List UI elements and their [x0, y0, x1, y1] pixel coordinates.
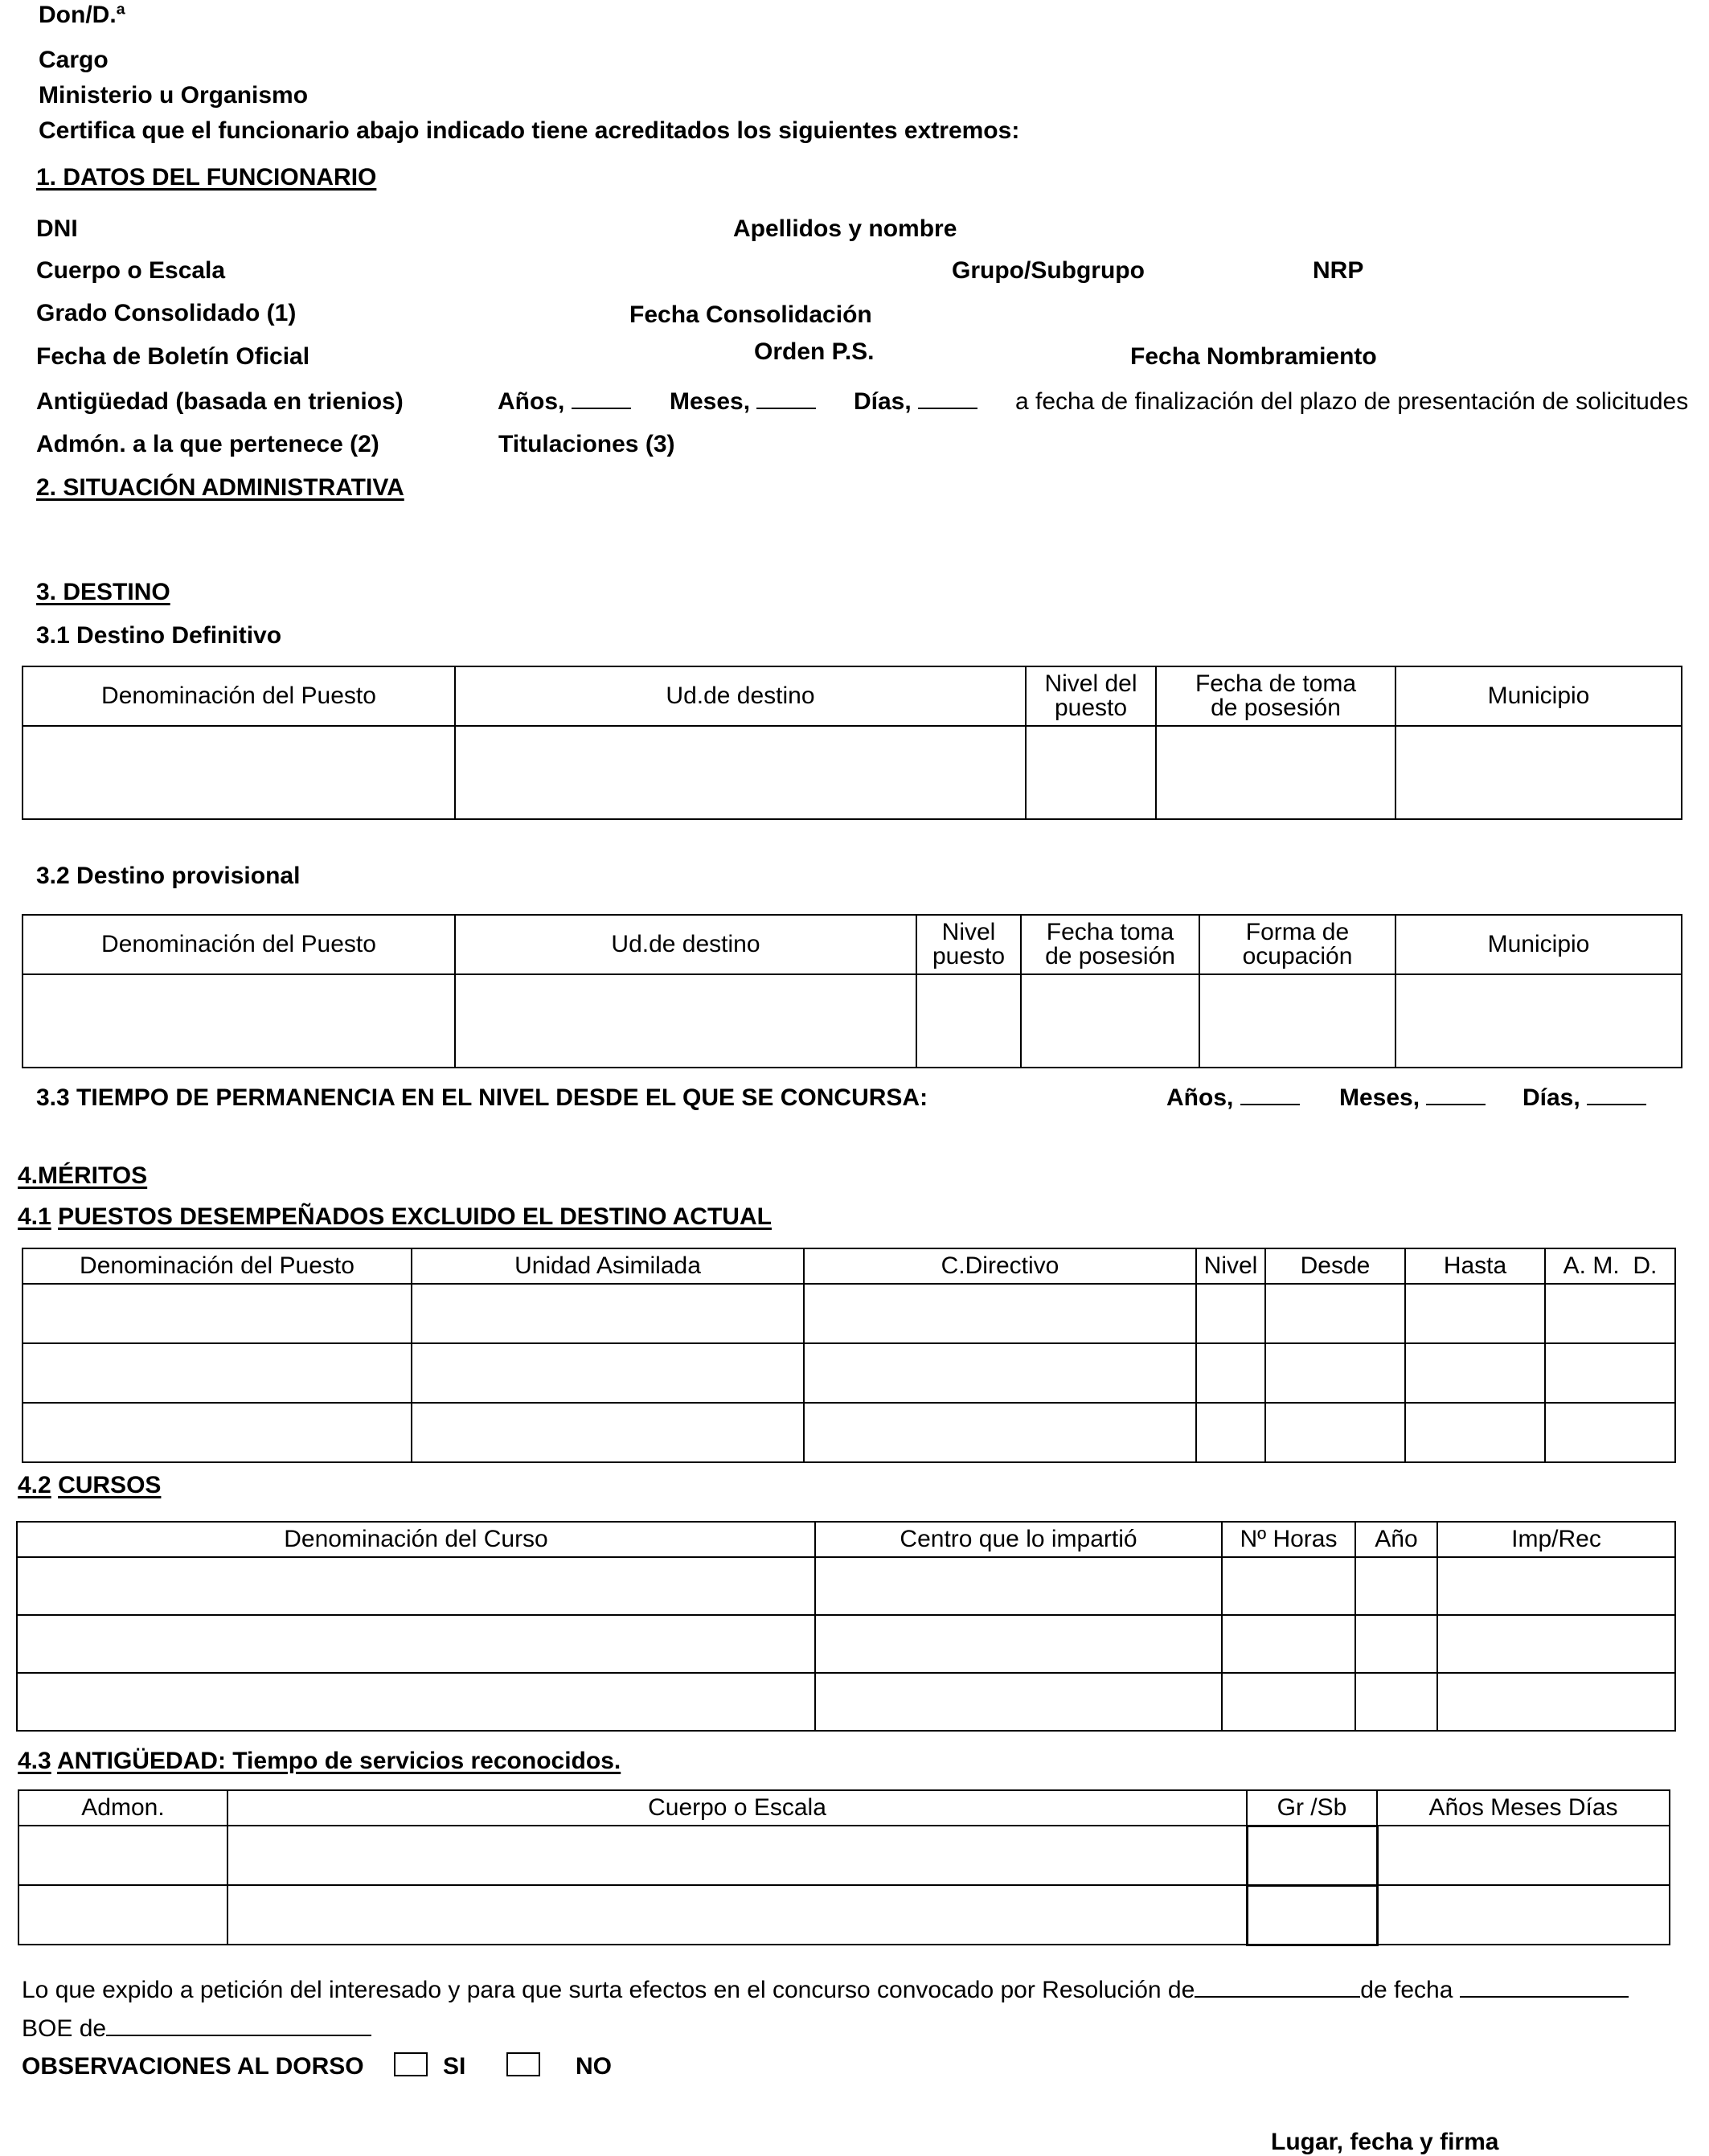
fecha-boletin-label: Fecha de Boletín Oficial [36, 343, 310, 370]
antiguedad-note: a fecha de finalización del plazo de presentación de solicitudes [1015, 388, 1689, 415]
table-cell[interactable] [455, 726, 1026, 819]
table-row [23, 1284, 1675, 1343]
table-cell[interactable] [18, 1826, 227, 1885]
cursos-table [16, 1521, 1676, 1732]
table-header: Admon. [18, 1790, 227, 1826]
destino-definitivo-table [22, 666, 1682, 820]
table-header: Imp/Rec [1437, 1522, 1675, 1557]
boe-text: BOE de [22, 2015, 371, 2041]
table-header: Municipio [1395, 915, 1682, 974]
orden-ps-label: Orden P.S. [754, 338, 875, 365]
table-cell[interactable] [23, 1403, 412, 1462]
lugar-fecha-firma: Lugar, fecha y firma [1271, 2129, 1499, 2155]
table-header: Forma de ocupación [1199, 915, 1395, 974]
table-cell[interactable] [1437, 1557, 1675, 1615]
table-cell[interactable] [1355, 1615, 1437, 1673]
table-cell[interactable] [804, 1284, 1196, 1343]
table-row [23, 1343, 1675, 1403]
table-header: Ud.de destino [455, 666, 1026, 726]
table-header: Nº Horas [1222, 1522, 1355, 1557]
table-header: Nivel puesto [916, 915, 1021, 974]
grupo-label: Grupo/Subgrupo [952, 257, 1145, 284]
table-cell[interactable] [455, 974, 916, 1068]
table-cell[interactable] [1545, 1403, 1675, 1462]
table-cell[interactable] [412, 1343, 804, 1403]
table-cell[interactable] [412, 1284, 804, 1343]
table-header: Denominación del Puesto [23, 1248, 412, 1284]
no-label: NO [576, 2053, 612, 2080]
dni-label: DNI [36, 215, 78, 242]
table-cell[interactable] [23, 726, 455, 819]
table-cell[interactable] [227, 1826, 1247, 1885]
grado-label: Grado Consolidado (1) [36, 300, 297, 326]
definitivo-title: 3.1 Destino Definitivo [36, 622, 282, 649]
table-cell[interactable] [1199, 974, 1395, 1068]
observaciones-label: OBSERVACIONES AL DORSO [22, 2053, 364, 2080]
table-cell[interactable] [17, 1615, 815, 1673]
table-cell[interactable] [412, 1403, 804, 1462]
table-cell[interactable] [1545, 1284, 1675, 1343]
table-cell[interactable] [1395, 726, 1682, 819]
permanencia-label: 3.3 TIEMPO DE PERMANENCIA EN EL NIVEL DESDE EL QUE SE CONCURSA: [36, 1084, 928, 1111]
table-cell[interactable] [916, 974, 1021, 1068]
table-header: Cuerpo o Escala [227, 1790, 1247, 1826]
cuerpo-label: Cuerpo o Escala [36, 257, 226, 284]
table-cell[interactable] [23, 1284, 412, 1343]
table-cell[interactable] [1437, 1673, 1675, 1731]
table-cell[interactable] [17, 1557, 815, 1615]
table-cell[interactable] [1196, 1284, 1265, 1343]
table-row [18, 1826, 1670, 1885]
puestos-title: 4.1 PUESTOS DESEMPEÑADOS EXCLUIDO EL DESTINO ACTUAL [18, 1203, 772, 1230]
section2-title: 2. SITUACIÓN ADMINISTRATIVA [36, 474, 404, 501]
table-header: Ud.de destino [455, 915, 916, 974]
cursos-title: 4.2 CURSOS [18, 1472, 162, 1498]
table-header: Hasta [1405, 1248, 1545, 1284]
table-row [18, 1885, 1670, 1945]
si-label: SI [443, 2053, 466, 2080]
permanencia-dias: Días, [1523, 1084, 1646, 1110]
table-header: Denominación del Puesto [23, 666, 455, 726]
table-cell[interactable] [815, 1673, 1222, 1731]
certifica-text: Certifica que el funcionario abajo indicado tiene acreditados los siguientes extremos: [39, 117, 1020, 144]
antiguedad-anos: Años, [498, 388, 631, 414]
provisional-title: 3.2 Destino provisional [36, 863, 301, 889]
table-row [23, 1403, 1675, 1462]
table-cell[interactable] [17, 1673, 815, 1731]
table-cell[interactable] [1377, 1826, 1670, 1885]
table-cell[interactable] [1247, 1885, 1377, 1945]
permanencia-meses: Meses, [1339, 1084, 1486, 1110]
table-row [17, 1615, 1675, 1673]
table-header: A. M. D. [1545, 1248, 1675, 1284]
table-cell[interactable] [804, 1403, 1196, 1462]
table-cell[interactable] [815, 1615, 1222, 1673]
table-cell[interactable] [1377, 1885, 1670, 1945]
expido-text: Lo que expido a petición del interesado y para que surta efectos en el concurso convocado por Resolución de de fecha [22, 1977, 1629, 2002]
antiguedad-label: Antigüedad (basada en trienios) [36, 388, 404, 415]
si-checkbox[interactable] [394, 2052, 428, 2076]
table-header: Centro que lo impartió [815, 1522, 1222, 1557]
table-header: Denominación del Curso [17, 1522, 815, 1557]
table-cell[interactable] [1437, 1615, 1675, 1673]
table-header: C.Directivo [804, 1248, 1196, 1284]
table-cell[interactable] [1026, 726, 1156, 819]
table-header: Nivel [1196, 1248, 1265, 1284]
no-checkbox[interactable] [506, 2052, 540, 2076]
table-cell[interactable] [1196, 1403, 1265, 1462]
table-cell[interactable] [1265, 1343, 1405, 1403]
table-cell[interactable] [815, 1557, 1222, 1615]
table-cell[interactable] [23, 1343, 412, 1403]
antiguedad-dias: Días, [854, 388, 977, 414]
table-cell[interactable] [1395, 974, 1682, 1068]
table-cell[interactable] [1545, 1343, 1675, 1403]
section1-title: 1. DATOS DEL FUNCIONARIO [36, 164, 377, 191]
table-cell[interactable] [1405, 1284, 1545, 1343]
don-label: Don/D.ª [39, 2, 125, 28]
table-header: Desde [1265, 1248, 1405, 1284]
table-cell[interactable] [1265, 1403, 1405, 1462]
table-cell[interactable] [1355, 1557, 1437, 1615]
table-cell[interactable] [1405, 1403, 1545, 1462]
table-cell[interactable] [1222, 1673, 1355, 1731]
table-cell[interactable] [1222, 1615, 1355, 1673]
table-header: Unidad Asimilada [412, 1248, 804, 1284]
table-header: Gr /Sb [1247, 1790, 1377, 1826]
table-cell[interactable] [1247, 1826, 1377, 1885]
puestos-table [22, 1248, 1676, 1463]
table-cell[interactable] [1405, 1343, 1545, 1403]
permanencia-anos: Años, [1166, 1084, 1300, 1110]
antiguedad-table [18, 1789, 1670, 1946]
table-header: Fecha toma de posesión [1021, 915, 1199, 974]
nrp-label: NRP [1313, 257, 1364, 284]
table-cell[interactable] [804, 1343, 1196, 1403]
ministerio-label: Ministerio u Organismo [39, 82, 309, 109]
table-header: Nivel del puesto [1026, 666, 1156, 726]
table-cell[interactable] [1196, 1343, 1265, 1403]
table-header: Años Meses Días [1377, 1790, 1670, 1826]
table-header: Año [1355, 1522, 1437, 1557]
antiguedad-title: 4.3 ANTIGÜEDAD: Tiempo de servicios reconocidos. [18, 1748, 621, 1774]
cargo-label: Cargo [39, 47, 109, 73]
table-row [17, 1557, 1675, 1615]
section4-title: 4.MÉRITOS [18, 1162, 148, 1189]
table-cell[interactable] [1156, 726, 1395, 819]
titulaciones-label: Titulaciones (3) [498, 431, 675, 457]
table-cell[interactable] [18, 1885, 227, 1945]
table-cell[interactable] [1222, 1557, 1355, 1615]
table-header: Municipio [1395, 666, 1682, 726]
section3-title: 3. DESTINO [36, 579, 170, 605]
table-row [17, 1673, 1675, 1731]
table-cell[interactable] [1021, 974, 1199, 1068]
apellidos-label: Apellidos y nombre [733, 215, 957, 242]
antiguedad-meses: Meses, [670, 388, 816, 414]
destino-provisional-table [22, 914, 1682, 1068]
table-header: Denominación del Puesto [23, 915, 455, 974]
table-cell[interactable] [1355, 1673, 1437, 1731]
table-cell[interactable] [23, 974, 455, 1068]
table-cell[interactable] [1265, 1284, 1405, 1343]
fecha-consolidacion-label: Fecha Consolidación [629, 301, 872, 328]
admon-label: Admón. a la que pertenece (2) [36, 431, 379, 457]
fecha-nombramiento-label: Fecha Nombramiento [1130, 343, 1377, 370]
table-cell[interactable] [227, 1885, 1247, 1945]
table-header: Fecha de toma de posesión [1156, 666, 1395, 726]
